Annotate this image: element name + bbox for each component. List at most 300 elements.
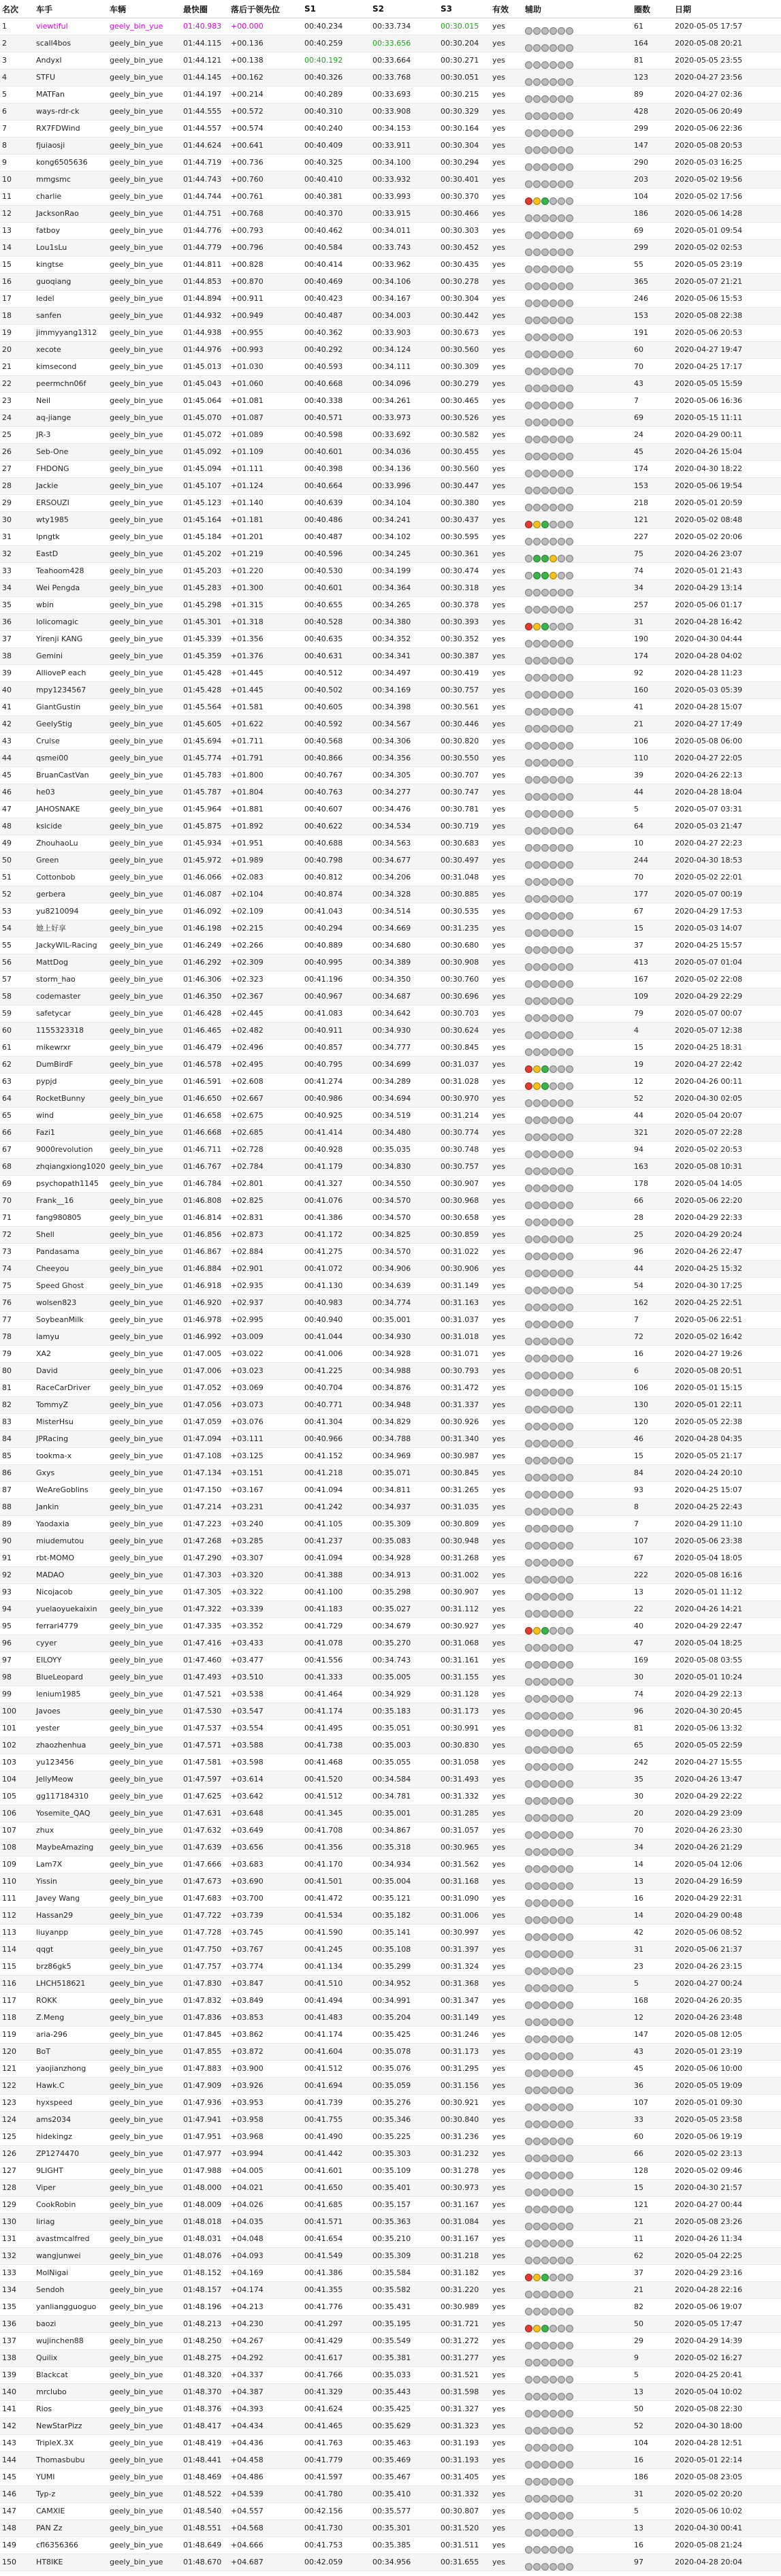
assist-dot-icon xyxy=(558,283,565,290)
assist-indicators xyxy=(525,2235,574,2243)
car-cell: geely_bin_yue xyxy=(108,1278,181,1295)
table-row[interactable] xyxy=(0,886,781,903)
assist-dot-icon xyxy=(549,95,557,103)
s2-cell: 00:34.167 xyxy=(370,291,439,308)
assist-dot-icon xyxy=(566,2427,573,2434)
assist-dot-icon xyxy=(558,1695,565,1703)
assists-cell xyxy=(523,2061,632,2078)
table-row[interactable] xyxy=(0,1873,781,1890)
table-row[interactable] xyxy=(0,1533,781,1550)
driver-cell: Wei Pengda xyxy=(34,580,108,597)
table-row[interactable] xyxy=(0,1125,781,1142)
table-row[interactable] xyxy=(0,172,781,189)
laps-cell: 21 xyxy=(632,716,673,733)
table-row[interactable] xyxy=(0,2248,781,2265)
table-row[interactable] xyxy=(0,257,781,274)
assists-cell xyxy=(523,1261,632,1278)
laps-cell: 107 xyxy=(632,1533,673,1550)
s1-cell: 00:40.528 xyxy=(302,614,370,631)
table-row[interactable] xyxy=(0,2180,781,2197)
header-s3[interactable]: S3 xyxy=(439,0,490,18)
car-cell: geely_bin_yue xyxy=(108,971,181,988)
table-row[interactable] xyxy=(0,1839,781,1856)
table-row[interactable] xyxy=(0,1720,781,1737)
table-row[interactable] xyxy=(0,1976,781,1993)
table-row[interactable] xyxy=(0,2469,781,2486)
table-row[interactable] xyxy=(0,784,781,801)
table-row[interactable] xyxy=(0,1822,781,1839)
date-cell: 2020-05-05 17:57 xyxy=(673,18,781,35)
assist-dot-icon xyxy=(541,657,549,664)
table-row[interactable] xyxy=(0,2486,781,2503)
driver-cell: lamyu xyxy=(34,1329,108,1346)
rank-cell: 69 xyxy=(0,1176,34,1193)
table-row[interactable] xyxy=(0,2435,781,2452)
table-row[interactable] xyxy=(0,1925,781,1942)
assist-dot-icon xyxy=(558,385,565,392)
assist-indicators xyxy=(525,1861,574,1869)
table-row[interactable] xyxy=(0,1312,781,1329)
assist-dot-icon xyxy=(533,742,541,750)
assists-cell xyxy=(523,1771,632,1788)
s1-cell: 00:40.911 xyxy=(302,1023,370,1040)
best-lap-cell: 01:46.591 xyxy=(181,1074,229,1091)
table-row[interactable] xyxy=(0,1754,781,1771)
assist-indicators xyxy=(525,1571,574,1579)
table-row[interactable] xyxy=(0,1176,781,1193)
assists-cell xyxy=(523,1839,632,1856)
assist-dot-icon xyxy=(533,929,541,937)
s3-cell: 00:31.149 xyxy=(439,1278,490,1295)
table-row[interactable] xyxy=(0,495,781,512)
table-row[interactable] xyxy=(0,120,781,138)
table-row[interactable] xyxy=(0,682,781,699)
assist-dot-icon xyxy=(541,504,549,511)
assist-dot-icon xyxy=(525,1865,532,1873)
table-row[interactable] xyxy=(0,716,781,733)
table-row[interactable] xyxy=(0,2214,781,2231)
assist-dot-icon xyxy=(541,2546,549,2554)
table-row[interactable] xyxy=(0,1057,781,1074)
table-row[interactable] xyxy=(0,325,781,342)
table-row[interactable] xyxy=(0,274,781,291)
assist-dot-icon xyxy=(525,1780,532,1788)
table-row[interactable] xyxy=(0,1295,781,1312)
assist-dot-icon xyxy=(558,1133,565,1141)
laps-cell: 11 xyxy=(632,2231,673,2248)
table-row[interactable] xyxy=(0,920,781,937)
table-row[interactable] xyxy=(0,2282,781,2299)
table-row[interactable] xyxy=(0,614,781,631)
table-row[interactable] xyxy=(0,138,781,155)
table-row[interactable] xyxy=(0,1193,781,1210)
table-row[interactable] xyxy=(0,1550,781,1567)
table-row[interactable] xyxy=(0,1771,781,1788)
assist-dot-icon xyxy=(525,487,532,494)
table-row[interactable] xyxy=(0,1788,781,1805)
assist-dot-icon xyxy=(541,793,549,801)
date-cell: 2020-04-27 22:05 xyxy=(673,750,781,767)
table-row[interactable] xyxy=(0,1363,781,1380)
table-row[interactable] xyxy=(0,529,781,546)
laps-cell: 94 xyxy=(632,1142,673,1159)
table-row[interactable] xyxy=(0,1346,781,1363)
table-row[interactable] xyxy=(0,478,781,495)
date-cell: 2020-05-06 13:32 xyxy=(673,1720,781,1737)
assist-dot-icon xyxy=(558,146,565,154)
assists-cell xyxy=(523,2231,632,2248)
table-row[interactable] xyxy=(0,1584,781,1601)
assist-dot-icon xyxy=(525,248,532,256)
table-row[interactable] xyxy=(0,1703,781,1720)
laps-cell: 299 xyxy=(632,240,673,257)
table-row[interactable] xyxy=(0,2010,781,2027)
s1-cell: 00:41.512 xyxy=(302,2061,370,2078)
table-row[interactable] xyxy=(0,2078,781,2095)
table-row[interactable] xyxy=(0,580,781,597)
assist-dot-icon xyxy=(533,44,541,52)
table-row[interactable] xyxy=(0,1159,781,1176)
assist-indicators xyxy=(525,1078,574,1086)
header-assists[interactable]: 辅助 xyxy=(523,0,632,18)
assist-dot-icon xyxy=(525,2206,532,2213)
car-cell: geely_bin_yue xyxy=(108,2112,181,2129)
car-cell: geely_bin_yue xyxy=(108,1210,181,1227)
s2-cell: 00:34.096 xyxy=(370,376,439,393)
assist-dot-icon xyxy=(533,2359,541,2366)
table-row[interactable] xyxy=(0,1108,781,1125)
table-row[interactable] xyxy=(0,2367,781,2384)
valid-cell: yes xyxy=(490,580,523,597)
assist-dot-icon xyxy=(541,963,549,971)
table-row[interactable] xyxy=(0,1907,781,1925)
table-row[interactable] xyxy=(0,1890,781,1907)
driver-cell: Yaodaxia xyxy=(34,1516,108,1533)
assist-dot-icon xyxy=(558,1865,565,1873)
assist-dot-icon xyxy=(558,1780,565,1788)
assist-dot-icon xyxy=(549,2274,557,2281)
table-row[interactable] xyxy=(0,86,781,103)
s2-cell: 00:35.027 xyxy=(370,1601,439,1618)
table-row[interactable] xyxy=(0,1040,781,1057)
table-row[interactable] xyxy=(0,240,781,257)
table-row[interactable] xyxy=(0,750,781,767)
car-cell: geely_bin_yue xyxy=(108,2503,181,2520)
table-row[interactable] xyxy=(0,2520,781,2537)
table-row[interactable] xyxy=(0,1482,781,1499)
table-row[interactable] xyxy=(0,1805,781,1822)
table-row[interactable] xyxy=(0,597,781,614)
header-valid[interactable]: 有效 xyxy=(490,0,523,18)
table-row[interactable] xyxy=(0,342,781,359)
table-row[interactable] xyxy=(0,971,781,988)
laps-cell: 203 xyxy=(632,172,673,189)
table-row[interactable] xyxy=(0,1669,781,1686)
assist-dot-icon xyxy=(541,2155,549,2162)
assist-dot-icon xyxy=(541,1457,549,1464)
table-row[interactable] xyxy=(0,1959,781,1976)
assist-dot-icon xyxy=(525,231,532,239)
table-row[interactable] xyxy=(0,410,781,427)
assist-indicators xyxy=(525,1469,574,1477)
laps-cell: 60 xyxy=(632,342,673,359)
table-row[interactable] xyxy=(0,2061,781,2078)
table-row[interactable] xyxy=(0,155,781,172)
s3-cell: 00:31.161 xyxy=(439,1652,490,1669)
assist-dot-icon xyxy=(541,44,549,52)
valid-cell: yes xyxy=(490,699,523,716)
table-row[interactable] xyxy=(0,1414,781,1431)
gap-cell: +04.026 xyxy=(229,2197,302,2214)
assist-dot-icon xyxy=(525,1185,532,1192)
table-row[interactable] xyxy=(0,631,781,648)
table-row[interactable] xyxy=(0,2333,781,2350)
s1-cell: 00:41.763 xyxy=(302,2435,370,2452)
table-row[interactable] xyxy=(0,2350,781,2367)
s3-cell: 00:31.022 xyxy=(439,1244,490,1261)
s2-cell: 00:34.694 xyxy=(370,1091,439,1108)
assist-dot-icon xyxy=(541,2257,549,2264)
table-row[interactable] xyxy=(0,2197,781,2214)
rank-cell: 53 xyxy=(0,903,34,920)
assist-dot-icon xyxy=(558,1950,565,1958)
assists-cell xyxy=(523,2180,632,2197)
assist-dot-icon xyxy=(549,27,557,35)
assist-dot-icon xyxy=(525,419,532,426)
header-gap[interactable]: 落后于领先位 xyxy=(229,0,302,18)
table-row[interactable] xyxy=(0,2537,781,2554)
car-cell: geely_bin_yue xyxy=(108,1822,181,1839)
table-row[interactable] xyxy=(0,699,781,716)
table-row[interactable] xyxy=(0,1635,781,1652)
table-row[interactable] xyxy=(0,818,781,835)
table-row[interactable] xyxy=(0,2401,781,2418)
table-row[interactable] xyxy=(0,2503,781,2520)
table-row[interactable] xyxy=(0,206,781,223)
assist-dot-icon xyxy=(566,776,573,784)
header-s1[interactable]: S1 xyxy=(302,0,370,18)
table-row[interactable] xyxy=(0,2231,781,2248)
assist-dot-icon xyxy=(558,2291,565,2298)
table-row[interactable] xyxy=(0,1652,781,1669)
table-row[interactable] xyxy=(0,2044,781,2061)
driver-cell: yuelaoyuekaixin xyxy=(34,1601,108,1618)
table-row[interactable] xyxy=(0,835,781,852)
table-row[interactable] xyxy=(0,1329,781,1346)
table-row[interactable] xyxy=(0,1261,781,1278)
header-best-lap[interactable]: 最快圈 xyxy=(181,0,229,18)
table-row[interactable] xyxy=(0,1005,781,1023)
assist-indicators xyxy=(525,22,574,31)
assist-dot-icon xyxy=(525,708,532,715)
table-row[interactable] xyxy=(0,1074,781,1091)
table-row[interactable] xyxy=(0,2554,781,2571)
assist-indicators xyxy=(525,959,574,967)
table-row[interactable] xyxy=(0,376,781,393)
table-row[interactable] xyxy=(0,1567,781,1584)
date-cell: 2020-05-01 11:12 xyxy=(673,1584,781,1601)
date-cell: 2020-04-26 22:47 xyxy=(673,1244,781,1261)
assist-dot-icon xyxy=(549,1933,557,1941)
table-row[interactable] xyxy=(0,2146,781,2163)
table-row[interactable] xyxy=(0,852,781,869)
table-row[interactable] xyxy=(0,1516,781,1533)
driver-cell: Z.Meng xyxy=(34,2010,108,2027)
table-row[interactable] xyxy=(0,1142,781,1159)
table-row[interactable] xyxy=(0,1227,781,1244)
s3-cell: 00:31.520 xyxy=(439,2520,490,2537)
assist-dot-icon xyxy=(566,691,573,698)
assist-dot-icon xyxy=(549,1168,557,1175)
table-row[interactable] xyxy=(0,801,781,818)
table-row[interactable] xyxy=(0,103,781,120)
assist-dot-icon xyxy=(525,283,532,290)
assist-dot-icon xyxy=(549,1253,557,1260)
table-row[interactable] xyxy=(0,988,781,1005)
table-row[interactable] xyxy=(0,648,781,665)
table-row[interactable] xyxy=(0,18,781,35)
table-row[interactable] xyxy=(0,2265,781,2282)
driver-cell: ams2034 xyxy=(34,2112,108,2129)
assist-dot-icon xyxy=(533,504,541,511)
table-row[interactable] xyxy=(0,665,781,682)
table-row[interactable] xyxy=(0,2095,781,2112)
table-row[interactable] xyxy=(0,2316,781,2333)
table-row[interactable] xyxy=(0,767,781,784)
table-row[interactable] xyxy=(0,1942,781,1959)
table-row[interactable] xyxy=(0,359,781,376)
table-row[interactable] xyxy=(0,1601,781,1618)
table-row[interactable] xyxy=(0,1499,781,1516)
header-rank[interactable]: 名次 xyxy=(0,0,34,18)
table-row[interactable] xyxy=(0,1993,781,2010)
laps-cell: 299 xyxy=(632,120,673,138)
table-row[interactable] xyxy=(0,427,781,444)
s1-cell: 00:41.174 xyxy=(302,2027,370,2044)
header-laps[interactable]: 圈数 xyxy=(632,0,673,18)
valid-cell: yes xyxy=(490,427,523,444)
table-row[interactable] xyxy=(0,2384,781,2401)
s3-cell: 00:30.774 xyxy=(439,1125,490,1142)
assist-dot-icon xyxy=(525,2172,532,2179)
table-row[interactable] xyxy=(0,2027,781,2044)
car-cell: geely_bin_yue xyxy=(108,1856,181,1873)
assist-dot-icon xyxy=(549,2138,557,2145)
table-row[interactable] xyxy=(0,903,781,920)
s1-cell: 00:40.798 xyxy=(302,852,370,869)
table-row[interactable] xyxy=(0,563,781,580)
table-row[interactable] xyxy=(0,1618,781,1635)
car-cell: geely_bin_yue xyxy=(108,699,181,716)
s3-cell: 00:31.155 xyxy=(439,1669,490,1686)
assist-dot-icon xyxy=(541,419,549,426)
table-row[interactable] xyxy=(0,2163,781,2180)
assists-cell xyxy=(523,1465,632,1482)
table-row[interactable] xyxy=(0,2418,781,2435)
rank-cell: 51 xyxy=(0,869,34,886)
table-row[interactable] xyxy=(0,1278,781,1295)
table-row[interactable] xyxy=(0,1023,781,1040)
table-row[interactable] xyxy=(0,1448,781,1465)
table-row[interactable] xyxy=(0,52,781,69)
assist-dot-icon xyxy=(549,2087,557,2094)
table-row[interactable] xyxy=(0,444,781,461)
table-row[interactable] xyxy=(0,223,781,240)
assist-indicators xyxy=(525,669,574,677)
assist-dot-icon xyxy=(533,1219,541,1226)
s2-cell: 00:34.570 xyxy=(370,1210,439,1227)
table-row[interactable] xyxy=(0,308,781,325)
table-row[interactable] xyxy=(0,1091,781,1108)
assists-cell xyxy=(523,2027,632,2044)
header-driver[interactable]: 车手 xyxy=(34,0,108,18)
table-row[interactable] xyxy=(0,869,781,886)
table-row[interactable] xyxy=(0,512,781,529)
car-cell: geely_bin_yue xyxy=(108,988,181,1005)
table-row[interactable] xyxy=(0,954,781,971)
table-row[interactable] xyxy=(0,1737,781,1754)
table-row[interactable] xyxy=(0,1686,781,1703)
header-s2[interactable]: S2 xyxy=(370,0,439,18)
assist-dot-icon xyxy=(566,1355,573,1362)
table-row[interactable] xyxy=(0,1431,781,1448)
assist-indicators xyxy=(525,1384,574,1392)
assist-dot-icon xyxy=(558,1457,565,1464)
assist-dot-icon xyxy=(566,1185,573,1192)
date-cell: 2020-04-28 15:07 xyxy=(673,699,781,716)
driver-cell: wty1985 xyxy=(34,512,108,529)
assist-dot-icon xyxy=(533,912,541,920)
header-car[interactable]: 车辆 xyxy=(108,0,181,18)
table-row[interactable] xyxy=(0,2112,781,2129)
table-row[interactable] xyxy=(0,2299,781,2316)
assist-dot-icon xyxy=(525,1678,532,1686)
s3-cell: 00:30.965 xyxy=(439,1839,490,1856)
gap-cell: +00.949 xyxy=(229,308,302,325)
table-row[interactable] xyxy=(0,35,781,52)
rank-cell: 106 xyxy=(0,1805,34,1822)
table-row[interactable] xyxy=(0,291,781,308)
s2-cell: 00:35.195 xyxy=(370,2316,439,2333)
table-row[interactable] xyxy=(0,1380,781,1397)
table-row[interactable] xyxy=(0,69,781,86)
s2-cell: 00:34.534 xyxy=(370,818,439,835)
table-row[interactable] xyxy=(0,937,781,954)
table-row[interactable] xyxy=(0,2452,781,2469)
car-cell: geely_bin_yue xyxy=(108,2350,181,2367)
table-row[interactable] xyxy=(0,1397,781,1414)
table-row[interactable] xyxy=(0,1856,781,1873)
table-row[interactable] xyxy=(0,1465,781,1482)
header-date[interactable]: 日期 xyxy=(673,0,781,18)
rank-cell: 25 xyxy=(0,427,34,444)
s3-cell: 00:30.624 xyxy=(439,1023,490,1040)
assist-dot-icon xyxy=(541,1967,549,1975)
table-row[interactable] xyxy=(0,189,781,206)
table-row[interactable] xyxy=(0,733,781,750)
s2-cell: 00:35.003 xyxy=(370,1737,439,1754)
table-row[interactable] xyxy=(0,1244,781,1261)
table-row[interactable] xyxy=(0,1210,781,1227)
table-row[interactable] xyxy=(0,393,781,410)
table-row[interactable] xyxy=(0,546,781,563)
assist-dot-icon xyxy=(566,1014,573,1022)
gap-cell: +01.711 xyxy=(229,733,302,750)
table-row[interactable] xyxy=(0,461,781,478)
date-cell: 2020-04-28 12:51 xyxy=(673,2435,781,2452)
laps-cell: 29 xyxy=(632,2333,673,2350)
table-row[interactable] xyxy=(0,2129,781,2146)
